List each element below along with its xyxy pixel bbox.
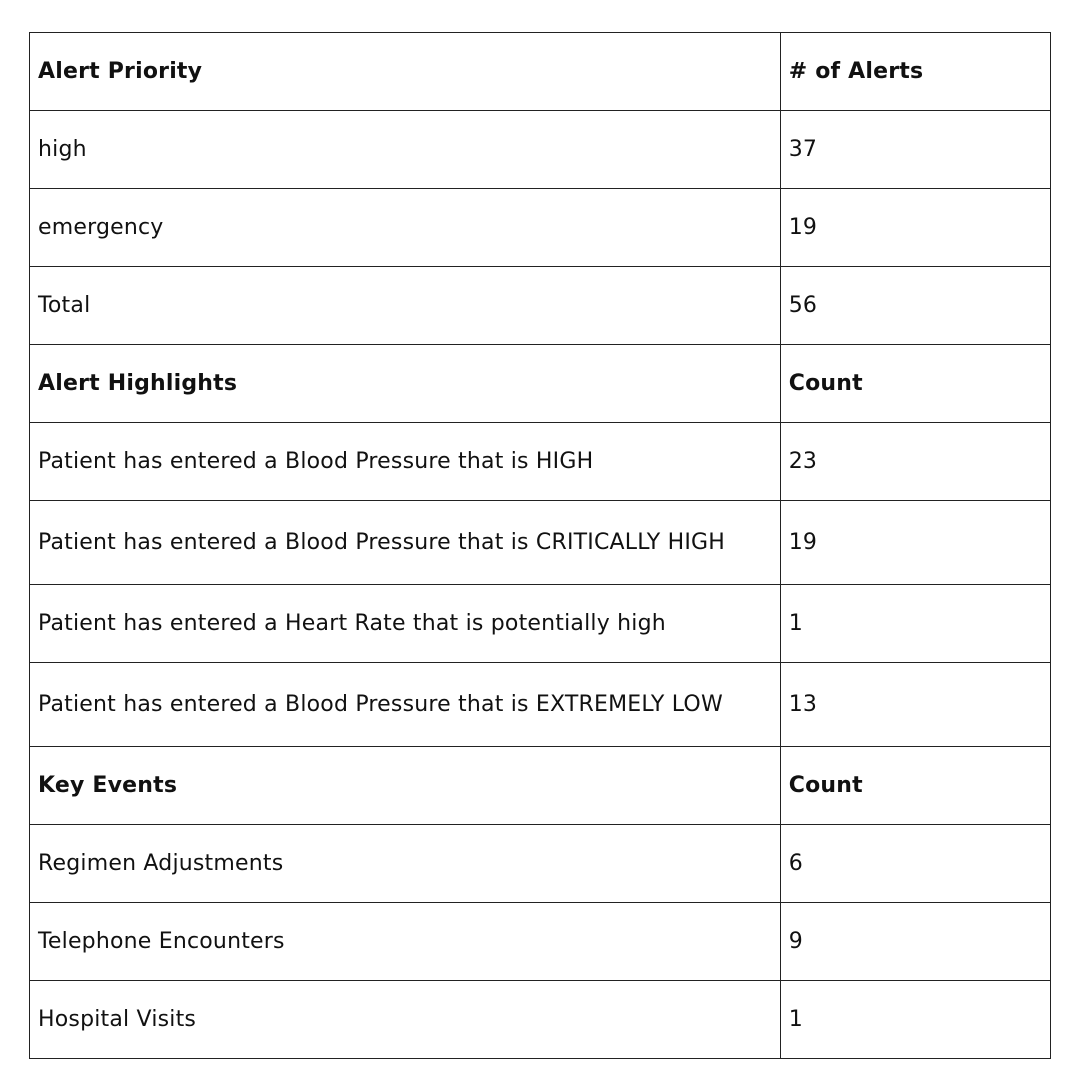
row-label: Patient has entered a Blood Pressure that is EXTREMELY LOW [30,663,781,747]
table-row [30,981,1051,1059]
row-value: 56 [780,267,1050,345]
header-value-label: Count [780,747,1050,825]
row-value: 6 [780,825,1050,903]
row-label: Patient has entered a Heart Rate that is potentially high [30,585,781,663]
row-value: 23 [780,423,1050,501]
row-value: 37 [780,111,1050,189]
row-value: 19 [780,189,1050,267]
row-label: Patient has entered a Blood Pressure that is CRITICALLY HIGH [30,501,781,585]
row-label: Telephone Encounters [30,903,781,981]
table-row [30,423,1051,501]
row-label: emergency [30,189,781,267]
row-value: 1 [780,981,1050,1059]
row-label: high [30,111,781,189]
table-row [30,903,1051,981]
row-label: Patient has entered a Blood Pressure that is HIGH [30,423,781,501]
alert-summary-table [29,32,1051,1059]
header-label: Alert Highlights [30,345,781,423]
table-row [30,111,1051,189]
row-value: 13 [780,663,1050,747]
table-row [30,825,1051,903]
section-header-key-events [30,747,1051,825]
row-label: Hospital Visits [30,981,781,1059]
table-row-total [30,267,1051,345]
row-label: Total [30,267,781,345]
row-value: 9 [780,903,1050,981]
row-label: Regimen Adjustments [30,825,781,903]
section-header-alert-highlights [30,345,1051,423]
table-row [30,501,1051,585]
row-value: 1 [780,585,1050,663]
table-row [30,189,1051,267]
header-label: Key Events [30,747,781,825]
row-value: 19 [780,501,1050,585]
header-value-label: # of Alerts [780,33,1050,111]
section-header-alert-priority [30,33,1051,111]
table-row [30,585,1051,663]
header-label: Alert Priority [30,33,781,111]
table-row [30,663,1051,747]
header-value-label: Count [780,345,1050,423]
